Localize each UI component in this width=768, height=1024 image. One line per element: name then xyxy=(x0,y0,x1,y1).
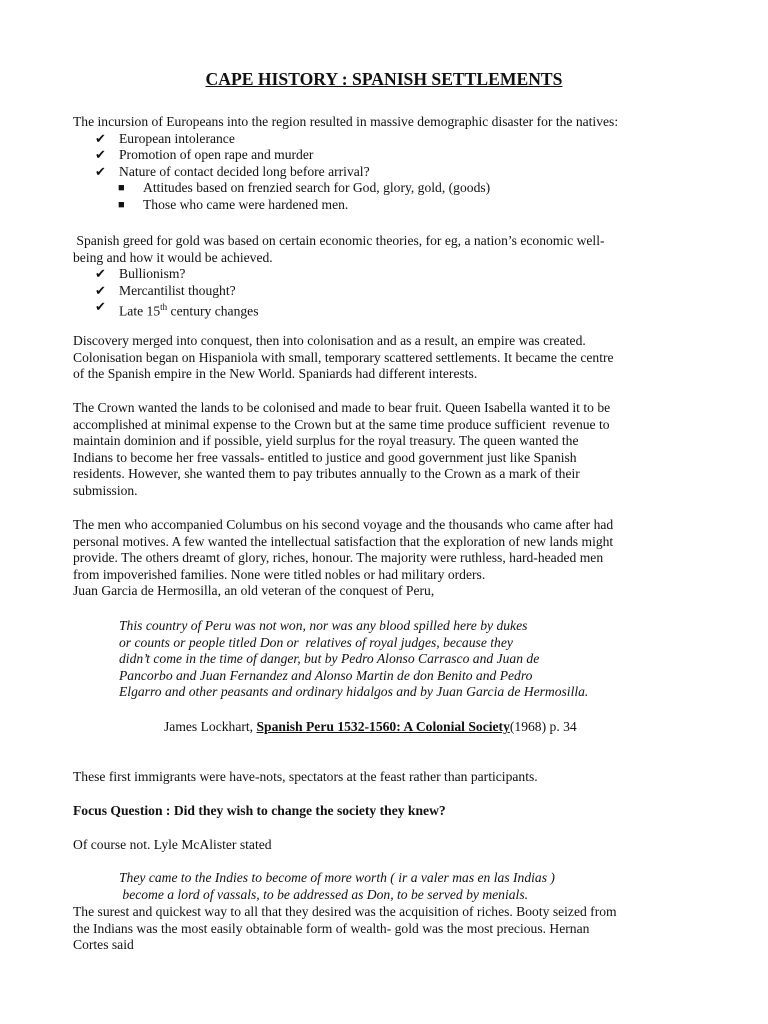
paragraph-line: provide. The others dreamt of glory, riches, honour. The majority were ruthless, hard-headed men xyxy=(73,550,604,566)
motives-paragraph xyxy=(73,517,703,600)
riches-paragraph xyxy=(73,904,703,954)
list-item: ✔ Promotion of open rape and murder xyxy=(95,147,314,163)
paragraph-line: Colonisation began on Hispaniola with small, temporary scattered settlements. It became the centre xyxy=(73,349,614,365)
intro-subbullet-list xyxy=(73,180,703,213)
paragraph-line: Discovery merged into conquest, then into colonisation and as a result, an empire was created. xyxy=(73,333,586,348)
focus-question: Focus Question : Did they wish to change the society they knew? xyxy=(73,803,446,818)
quote-line: didn’t come in the time of danger, but by Pedro Alonso Carrasco and Juan de xyxy=(119,651,540,667)
square-bullet-icon: ■ xyxy=(118,198,125,211)
list-item: ✔ European intolerance xyxy=(95,130,235,146)
list-item: ■ Attitudes based on frenzied search for God, glory, gold, (goods) xyxy=(118,180,491,196)
citation xyxy=(164,719,724,736)
paragraph-line: residents. However, she wanted them to pay tributes annually to the Crown as a mark of their xyxy=(73,466,580,482)
list-item: ✔ Late 15th century changes xyxy=(95,299,259,319)
paragraph-line: These first immigrants were have-nots, spectators at the feast rather than participants. xyxy=(73,769,538,784)
paragraph-line: Indians to become her free vassals- entitled to justice and good government just like Spanish xyxy=(73,449,577,465)
quote-line: Pancorbo and Juan Fernandez and Alonso Martin de don Benito and Pedro xyxy=(119,667,533,683)
hermosilla-quote xyxy=(119,618,699,701)
quote-line: become a lord of vassals, to be addressed as Don, to be served by menials. xyxy=(119,886,529,902)
mcalister-intro: Of course not. Lyle McAlister stated xyxy=(73,837,272,852)
paragraph-line: of the Spanish empire in the New World. Spaniards had different interests. xyxy=(73,366,478,382)
list-item: ✔ Nature of contact decided long before arrival? xyxy=(95,163,370,179)
page-title: CAPE HISTORY : SPANISH SETTLEMENTS xyxy=(205,69,563,89)
theories-bullet-list xyxy=(73,266,703,320)
citation-book-title: Spanish Peru 1532-1560: A Colonial Society xyxy=(256,719,510,734)
square-bullet-icon: ■ xyxy=(118,182,125,195)
list-item: ■ Those who came were hardened men. xyxy=(118,196,349,212)
citation-author: James Lockhart, xyxy=(164,719,257,734)
list-item: ✔ Mercantilist thought? xyxy=(95,282,236,298)
paragraph-line: accomplished at minimal expense to the Crown but at the same time produce sufficient revenue to xyxy=(73,416,610,432)
paragraph-line: maintain dominion and if possible, yield surplus for the royal treasury. The queen wanted the xyxy=(73,433,579,449)
checkmark-icon: ✔ xyxy=(95,163,106,179)
paragraph-line: Spanish greed for gold was based on certain economic theories, for eg, a nation’s economic well- xyxy=(73,233,605,248)
paragraph-line: The men who accompanied Columbus on his second voyage and the thousands who came after had xyxy=(73,517,614,532)
checkmark-icon: ✔ xyxy=(95,130,106,146)
crown-paragraph xyxy=(73,400,703,500)
paragraph-line: personal motives. A few wanted the intellectual satisfaction that the exploration of new lands might xyxy=(73,533,614,549)
intro-bullet-list xyxy=(73,131,703,181)
paragraph-line: the Indians was the most easily obtainable form of wealth- gold was the most precious. Hernan xyxy=(73,920,590,936)
colonisation-paragraph xyxy=(73,333,703,383)
citation-details: (1968) p. 34 xyxy=(509,719,577,734)
quote-line: This country of Peru was not won, nor was any blood spilled here by dukes xyxy=(119,618,528,633)
economic-theories-section xyxy=(73,233,703,321)
paragraph-line: Juan Garcia de Hermosilla, an old veteran of the conquest of Peru, xyxy=(73,583,435,599)
quote-line: Elgarro and other peasants and ordinary hidalgos and by Juan Garcia de Hermosilla. xyxy=(119,684,589,700)
paragraph-line: being and how it would be achieved. xyxy=(73,249,273,265)
have-nots-paragraph xyxy=(73,769,703,786)
paragraph-line: The Crown wanted the lands to be colonised and made to bear fruit. Queen Isabella wanted it to be xyxy=(73,400,611,415)
paragraph-line: submission. xyxy=(73,482,138,498)
checkmark-icon: ✔ xyxy=(95,147,106,163)
checkmark-icon: ✔ xyxy=(95,299,106,315)
list-item: ✔ Bullionism? xyxy=(95,266,186,282)
intro-section xyxy=(73,114,703,214)
paragraph-line: Cortes said xyxy=(73,937,134,953)
quote-line: They came to the Indies to become of more worth ( ir a valer mas en las Indias ) xyxy=(119,870,555,885)
intro-text: The incursion of Europeans into the region resulted in massive demographic disaster for the natives: xyxy=(73,114,619,129)
checkmark-icon: ✔ xyxy=(95,266,106,282)
paragraph-line: from impoverished families. None were titled nobles or had military orders. xyxy=(73,566,486,582)
paragraph-line: The surest and quickest way to all that they desired was the acquisition of riches. Booty seized from xyxy=(73,904,617,919)
checkmark-icon: ✔ xyxy=(95,282,106,298)
quote-line: or counts or people titled Don or relatives of royal judges, because they xyxy=(119,634,513,650)
mcalister-quote xyxy=(119,870,699,903)
